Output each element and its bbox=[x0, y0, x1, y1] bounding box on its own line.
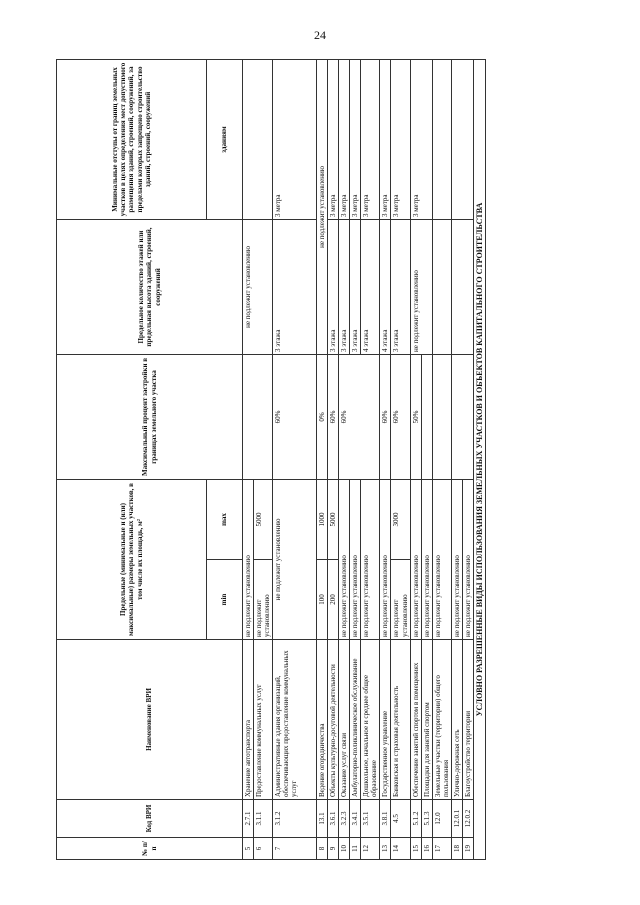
cell-name: Земельные участки (территории) общего пользования bbox=[432, 640, 451, 800]
rotated-table-container bbox=[56, 60, 596, 860]
table-row bbox=[328, 60, 339, 860]
cell-area-max: 1000 bbox=[317, 480, 328, 560]
zoning-table bbox=[56, 59, 486, 860]
cell-num: 12 bbox=[361, 838, 380, 860]
cell-name: Дошкольное, начальное и среднее общее образование bbox=[361, 640, 380, 800]
cell-area: не подлежит установлению bbox=[350, 480, 361, 640]
cell-name: Ведение огородничества bbox=[317, 640, 328, 800]
cell-floors-setback: не подлежит установлению bbox=[317, 60, 328, 355]
cell-num: 17 bbox=[432, 838, 451, 860]
cell-setback: 3 метра bbox=[380, 60, 391, 220]
cell-percent: 60% bbox=[380, 355, 391, 480]
cell-code: 3.6.1 bbox=[328, 800, 339, 838]
cell-area: не подлежит установлению bbox=[243, 480, 254, 640]
cell-num: 19 bbox=[462, 838, 473, 860]
table-row bbox=[243, 60, 254, 860]
cell-name: Административные здания организаций, обеспечивающих предоставление коммунальных услуг bbox=[273, 640, 317, 800]
cell-name: Площадки для занятий спортом bbox=[421, 640, 432, 800]
table-row bbox=[380, 60, 391, 860]
cell-area-max: 5000 bbox=[254, 480, 273, 560]
cell-percent: 60% bbox=[273, 355, 317, 480]
cell-setback: 3 метра bbox=[391, 60, 410, 220]
table-row bbox=[339, 60, 350, 860]
cell-area: не подлежит установлению bbox=[273, 480, 317, 640]
cell-num: 13 bbox=[380, 838, 391, 860]
cell-percent: 60% bbox=[391, 355, 410, 480]
cell-floors: 3 этажа bbox=[273, 220, 317, 355]
header-percent: Максимальный процент застройки в границах земельного участка bbox=[57, 355, 243, 480]
cell-floors: 3 этажа bbox=[328, 220, 339, 355]
cell-num: 15 bbox=[410, 838, 421, 860]
cell-code: 3.2.3 bbox=[339, 800, 350, 838]
cell-num: 11 bbox=[350, 838, 361, 860]
cell-code: 12.0.1 bbox=[451, 800, 462, 838]
cell-code: 3.8.1 bbox=[380, 800, 391, 838]
cell-name: Государственное управление bbox=[380, 640, 391, 800]
table-row bbox=[391, 60, 410, 860]
cell-floors: не подлежит установлению bbox=[243, 220, 273, 355]
cell-floors: 3 этажа bbox=[350, 220, 361, 355]
cell-name: Банковская и страховая деятельность bbox=[391, 640, 410, 800]
header-area-max: max bbox=[207, 480, 243, 560]
cell-code: 2.7.1 bbox=[243, 800, 254, 838]
cell-code: 12.0.2 bbox=[462, 800, 473, 838]
cell-percent: 60% bbox=[339, 355, 380, 480]
cell-code: 3.1.1 bbox=[254, 800, 273, 838]
header-name: Наименование ВРИ bbox=[57, 640, 243, 800]
cell-percent bbox=[451, 355, 473, 480]
header-num: № п/п bbox=[57, 838, 243, 860]
cell-percent: 0% bbox=[317, 355, 328, 480]
cell-area: не подлежит установлению bbox=[451, 480, 462, 640]
table-row bbox=[273, 60, 317, 860]
cell-floors: 4 этажа bbox=[361, 220, 380, 355]
cell-code: 3.4.1 bbox=[350, 800, 361, 838]
cell-floors: не подлежит установлению bbox=[410, 220, 432, 355]
cell-num: 10 bbox=[339, 838, 350, 860]
cell-area-max: 5000 bbox=[328, 480, 339, 560]
cell-name: Хранение автотранспорта bbox=[243, 640, 254, 800]
cell-area-max: 3000 bbox=[391, 480, 410, 560]
cell-percent: 50% bbox=[410, 355, 421, 480]
cell-setback bbox=[432, 60, 451, 220]
cell-setback: 3 метра bbox=[361, 60, 380, 220]
header-floors: Предельное количество этажей или предельная высота зданий, строений, сооружений bbox=[57, 220, 243, 355]
cell-num: 6 bbox=[254, 838, 273, 860]
cell-area: не подлежит установлению bbox=[380, 480, 391, 640]
cell-percent bbox=[421, 355, 432, 480]
cell-floors: 3 этажа bbox=[391, 220, 410, 355]
cell-num: 7 bbox=[273, 838, 317, 860]
cell-code: 3.1.2 bbox=[273, 800, 317, 838]
cell-setback bbox=[451, 60, 473, 220]
page-number: 24 bbox=[314, 28, 326, 42]
cell-name: Предоставление коммунальных услуг bbox=[254, 640, 273, 800]
header-setback-sub: зданиям bbox=[207, 60, 243, 220]
table-row bbox=[451, 60, 462, 860]
cell-setback bbox=[243, 60, 273, 220]
cell-code: 3.5.1 bbox=[361, 800, 380, 838]
table-row bbox=[317, 60, 328, 860]
cell-area: не подлежит установлению bbox=[462, 480, 473, 640]
cell-area-min: 200 bbox=[328, 560, 339, 640]
cell-num: 9 bbox=[328, 838, 339, 860]
header-setback: Минимальные отступы от границ земельных участков в целях определения мест допустимого размещения зданий, строений, сооружений, за пределами которых запрещено строительство зданий, строений, сооружений bbox=[57, 60, 207, 220]
cell-floors: 4 этажа bbox=[380, 220, 391, 355]
cell-code: 5.1.2 bbox=[410, 800, 421, 838]
cell-name: Улично-дорожная сеть bbox=[451, 640, 462, 800]
cell-area: не подлежит установлению bbox=[410, 480, 421, 640]
cell-name: Оказание услуг связи bbox=[339, 640, 350, 800]
cell-num: 16 bbox=[421, 838, 432, 860]
cell-floors bbox=[432, 220, 451, 355]
cell-area-min: 100 bbox=[317, 560, 328, 640]
header-code: Код ВРИ bbox=[57, 800, 243, 838]
footer-title: УСЛОВНО РАЗРЕШЕННЫЕ ВИДЫ ИСПОЛЬЗОВАНИЯ ЗЕМЕЛЬНЫХ УЧАСТКОВ И ОБЪЕКТОВ КАПИТАЛЬНОГО СТРОИТЕЛЬСТВА bbox=[473, 60, 485, 860]
cell-name: Объекты культурно-досуговой деятельности bbox=[328, 640, 339, 800]
cell-area: не подлежит установлению bbox=[361, 480, 380, 640]
cell-floors bbox=[451, 220, 473, 355]
cell-setback: 3 метра bbox=[350, 60, 361, 220]
cell-num: 8 bbox=[317, 838, 328, 860]
cell-name: Амбулаторно-поликлиническое обслуживание bbox=[350, 640, 361, 800]
cell-num: 18 bbox=[451, 838, 462, 860]
cell-setback: 3 метра bbox=[273, 60, 317, 220]
cell-area-min: не подлежит установлению bbox=[391, 560, 410, 640]
table-footer-row bbox=[473, 60, 485, 860]
cell-name: Благоустройство территории bbox=[462, 640, 473, 800]
cell-code: 13.1 bbox=[317, 800, 328, 838]
cell-num: 5 bbox=[243, 838, 254, 860]
cell-name: Обеспечение занятий спортом в помещениях bbox=[410, 640, 421, 800]
table-row bbox=[432, 60, 451, 860]
cell-floors: 3 этажа bbox=[339, 220, 350, 355]
cell-area: не подлежит установлению bbox=[432, 480, 451, 640]
cell-percent bbox=[243, 355, 273, 480]
cell-setback: 3 метра bbox=[339, 60, 350, 220]
header-area-min: min bbox=[207, 560, 243, 640]
table-row bbox=[410, 60, 421, 860]
cell-code: 12.0 bbox=[432, 800, 451, 838]
header-area: Предельные (минимальные и (или) максимальные) размеры земельных участков, в том числе их площадь, м² bbox=[57, 480, 207, 640]
cell-percent bbox=[432, 355, 451, 480]
cell-area: не подлежит установлению bbox=[339, 480, 350, 640]
cell-area-min: не подлежит установлению bbox=[254, 560, 273, 640]
cell-area: не подлежит установлению bbox=[421, 480, 432, 640]
cell-code: 4.5 bbox=[391, 800, 410, 838]
cell-code: 5.1.3 bbox=[421, 800, 432, 838]
cell-setback: 3 метра bbox=[410, 60, 432, 220]
cell-num: 14 bbox=[391, 838, 410, 860]
cell-setback: 3 метра bbox=[328, 60, 339, 220]
cell-percent: 60% bbox=[328, 355, 339, 480]
